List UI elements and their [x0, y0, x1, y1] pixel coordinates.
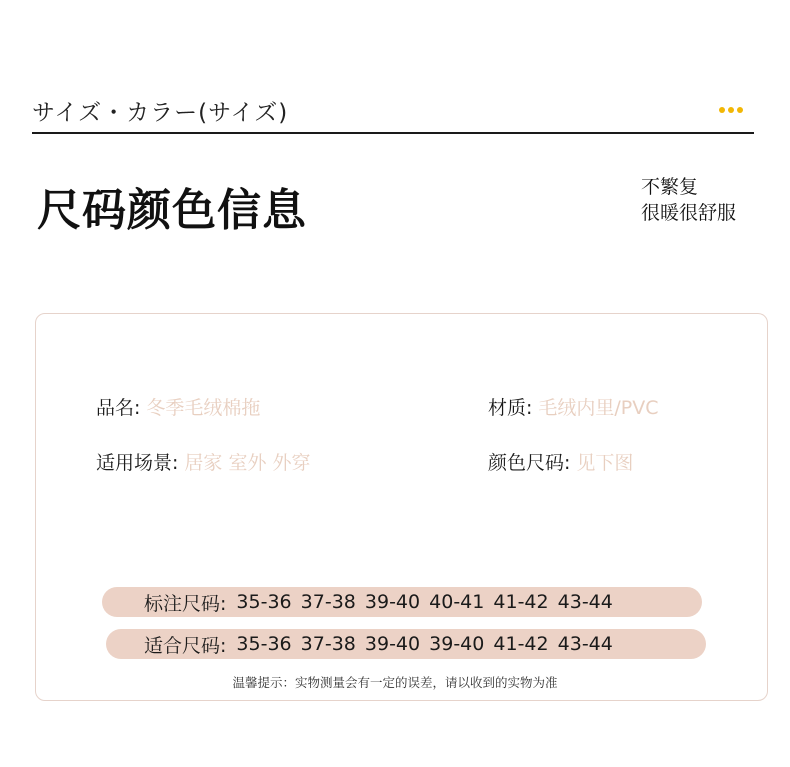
info-product-name [96, 393, 260, 420]
fit-size-pill [106, 629, 706, 659]
fit-size-values: 35-36 37-38 39-40 39-40 41-42 43-44 [236, 633, 613, 655]
product-name-label: 品名: [96, 397, 141, 419]
tagline-line-2: 很暖很舒服 [641, 202, 737, 224]
fit-size-label: 适合尺码: [144, 634, 227, 657]
tagline [641, 174, 736, 226]
measurement-note: 温馨提示：实物测量会有一定的误差，请以收到的实物为准 [232, 675, 558, 690]
section-title: サイズ・カラー(サイズ) [32, 100, 289, 126]
labeled-size-label: 标注尺码: [144, 592, 227, 615]
labeled-size-pill [102, 587, 702, 617]
scene-value: 居家 室外 外穿 [184, 452, 311, 474]
color-size-label: 颜色尺码: [488, 452, 571, 474]
material-value: 毛绒内里/PVC [538, 397, 659, 419]
material-label: 材质: [488, 397, 533, 419]
tagline-line-1: 不繁复 [641, 176, 699, 198]
info-color-size [488, 448, 633, 475]
scene-label: 适用场景: [96, 452, 179, 474]
labeled-size-values: 35-36 37-38 39-40 40-41 41-42 43-44 [236, 591, 613, 613]
color-size-value: 见下图 [576, 452, 634, 474]
info-material [488, 393, 659, 420]
info-scene [96, 448, 311, 475]
more-icon [719, 107, 743, 113]
main-heading: 尺码颜色信息 [37, 185, 307, 236]
title-divider [32, 132, 754, 134]
product-name-value: 冬季毛绒棉拖 [146, 397, 261, 419]
